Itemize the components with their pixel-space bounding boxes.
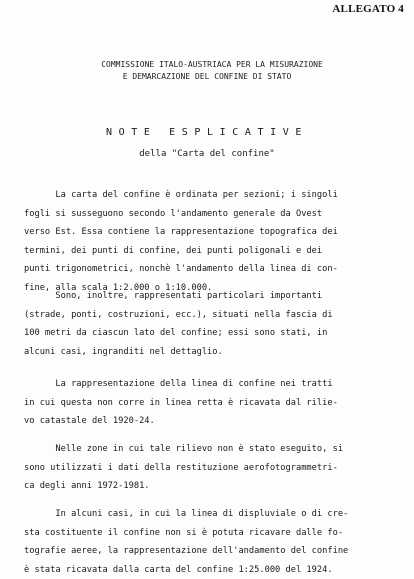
header-line-1: COMMISSIONE ITALO-AUSTRIACA PER LA MISURAZIONE — [0, 59, 414, 71]
paragraph-line: è stata ricavata dalla carta del confine 1:25.000 del 1924. — [24, 561, 348, 579]
paragraph-line: 100 metri da ciascun lato del confine; essi sono stati, in — [24, 324, 333, 343]
paragraph-line: (strade, ponti, costruzioni, ecc.), situati nella fascia di — [24, 306, 333, 325]
paragraph-1 — [24, 186, 338, 297]
paragraph-4 — [24, 440, 343, 496]
paragraph-line: sta costituente il confine non si è potuta ricavare dalle fo- — [24, 524, 348, 543]
paragraph-line: La rappresentazione della linea di confine nei tratti — [24, 375, 338, 394]
document-title: NOTE ESPLICATIVE — [0, 127, 414, 138]
paragraph-line: punti trigonometrici, nonchè l'andamento della linea di con- — [24, 260, 338, 279]
paragraph-line: Nelle zone in cui tale rilievo non è stato eseguito, si — [24, 440, 343, 459]
paragraph-line: ca degli anni 1972-1981. — [24, 477, 343, 496]
commission-header — [0, 59, 414, 83]
paragraph-2 — [24, 287, 333, 361]
paragraph-line: in cui questa non corre in linea retta è ricavata dal rilie- — [24, 394, 338, 413]
paragraph-line: tografie aeree, la rappresentazione dell'andamento del confine — [24, 542, 348, 561]
paragraph-line: In alcuni casi, in cui la linea di displuviale o di cre- — [24, 505, 348, 524]
paragraph-line: verso Est. Essa contiene la rappresentazione topografica dei — [24, 223, 338, 242]
paragraph-line: vo catastale del 1920-24. — [24, 412, 338, 431]
paragraph-line: sono utilizzati i dati della restituzione aerofotogrammetri- — [24, 459, 343, 478]
paragraph-line: termini, dei punti di confine, dei punti poligonali e dei — [24, 242, 338, 261]
paragraph-5 — [24, 505, 348, 579]
annex-label: ALLEGATO 4 — [332, 3, 404, 15]
paragraph-line: La carta del confine è ordinata per sezioni; i singoli — [24, 186, 338, 205]
paragraph-line: fogli si susseguono secondo l'andamento generale da Ovest — [24, 205, 338, 224]
header-line-2: E DEMARCAZIONE DEL CONFINE DI STATO — [0, 71, 414, 83]
paragraph-line: Sono, inoltre, rappresentati particolari importanti — [24, 287, 333, 306]
paragraph-line: fine, alla scala 1:2.000 o 1:10.000. — [24, 279, 338, 298]
document-subtitle: della "Carta del confine" — [0, 149, 414, 159]
paragraph-3 — [24, 375, 338, 431]
paragraph-line: alcuni casi, ingranditi nel dettaglio. — [24, 343, 333, 362]
